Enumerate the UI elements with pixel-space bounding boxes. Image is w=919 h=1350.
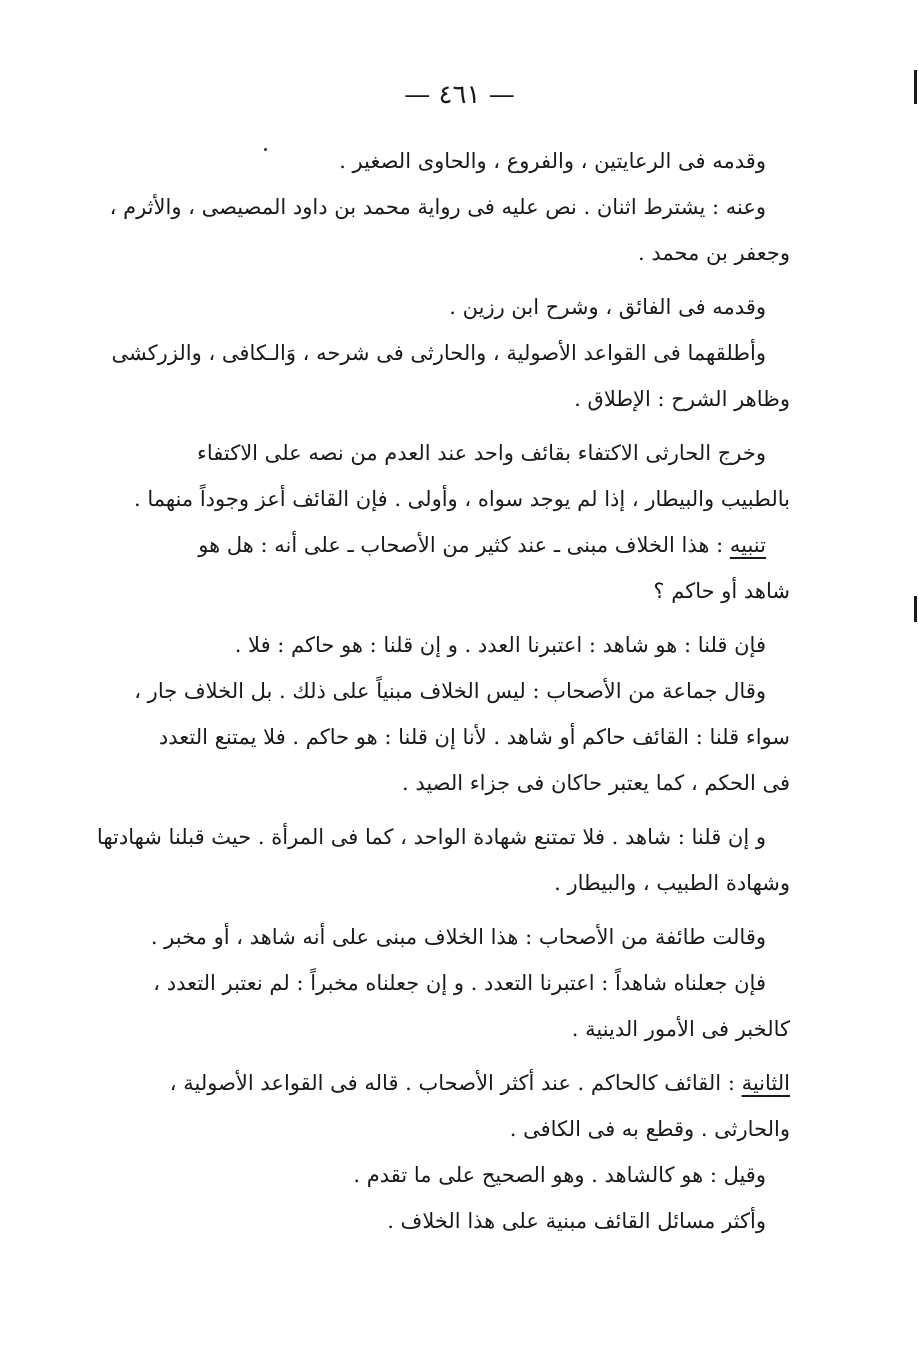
text-line: وخرج الحارثى الاكتفاء بقائف واحد عند العدم من نصه على الاكتفاء — [196, 441, 766, 465]
scan-edge-mark — [914, 596, 917, 622]
section-keyword: الثانية — [741, 1071, 790, 1095]
text-line: فإن جعلناه شاهداً : اعتبرنا التعدد . و إن جعلناه مخبراً : لم نعتبر التعدد ، — [153, 971, 766, 995]
scan-speck — [264, 148, 267, 151]
text-line: كالخبر فى الأمور الدينية . — [571, 1017, 790, 1041]
text-line: و إن قلنا : شاهد . فلا تمتنع شهادة الواحد ، كما فى المرأة . حيث قبلنا شهادتها — [96, 825, 766, 849]
text-line: وأكثر مسائل القائف مبنية على هذا الخلاف . — [387, 1209, 766, 1233]
page-text — [96, 138, 790, 1244]
text-line: شاهد أو حاكم ؟ — [653, 579, 790, 603]
text-line: وظاهر الشرح : الإطلاق . — [574, 387, 790, 411]
text-line: وقدمه فى الرعايتين ، والفروع ، والحاوى الصغير . — [339, 149, 766, 173]
text-line: وجعفر بن محمد . — [638, 241, 790, 265]
tanbih-line: تنبيه : هذا الخلاف مبنى ـ عند كثير من الأصحاب ـ على أنه : هل هو — [198, 533, 766, 557]
text-line: وشهادة الطبيب ، والبيطار . — [554, 871, 790, 895]
scan-edge-mark — [914, 70, 917, 104]
text-line: والحارثى . وقطع به فى الكافى . — [509, 1117, 790, 1141]
text-line: وقدمه فى الفائق ، وشرح ابن رزين . — [449, 295, 766, 319]
text-line: وعنه : يشترط اثنان . نص عليه فى رواية محمد بن داود المصيصى ، والأثرم ، — [109, 195, 766, 219]
text-line: وقال جماعة من الأصحاب : ليس الخلاف مبنياً على ذلك . بل الخلاف جار ، — [134, 679, 766, 703]
text-line: بالطبيب والبيطار ، إذا لم يوجد سواه ، وأولى . فإن القائف أعز وجوداً منهما . — [133, 487, 790, 511]
text-line: فى الحكم ، كما يعتبر حاكان فى جزاء الصيد . — [401, 771, 790, 795]
thaniya-line: الثانية : القائف كالحاكم . عند أكثر الأصحاب . قاله فى القواعد الأصولية ، — [169, 1071, 790, 1095]
text-line: وقيل : هو كالشاهد . وهو الصحيح على ما تقدم . — [353, 1163, 766, 1187]
page-number: — ٤٦١ — — [404, 80, 515, 110]
text-line: سواء قلنا : القائف حاكم أو شاهد . لأنا إن قلنا : هو حاكم . فلا يمتنع التعدد — [158, 725, 790, 749]
text-line: وأطلقهما فى القواعد الأصولية ، والحارثى فى شرحه ، وَالـكافى ، والزركشى — [111, 341, 766, 365]
text-line: فإن قلنا : هو شاهد : اعتبرنا العدد . و إن قلنا : هو حاكم : فلا . — [234, 633, 766, 657]
text-line: وقالت طائفة من الأصحاب : هذا الخلاف مبنى على أنه شاهد ، أو مخبر . — [150, 925, 766, 949]
section-keyword: تنبيه — [729, 533, 766, 557]
